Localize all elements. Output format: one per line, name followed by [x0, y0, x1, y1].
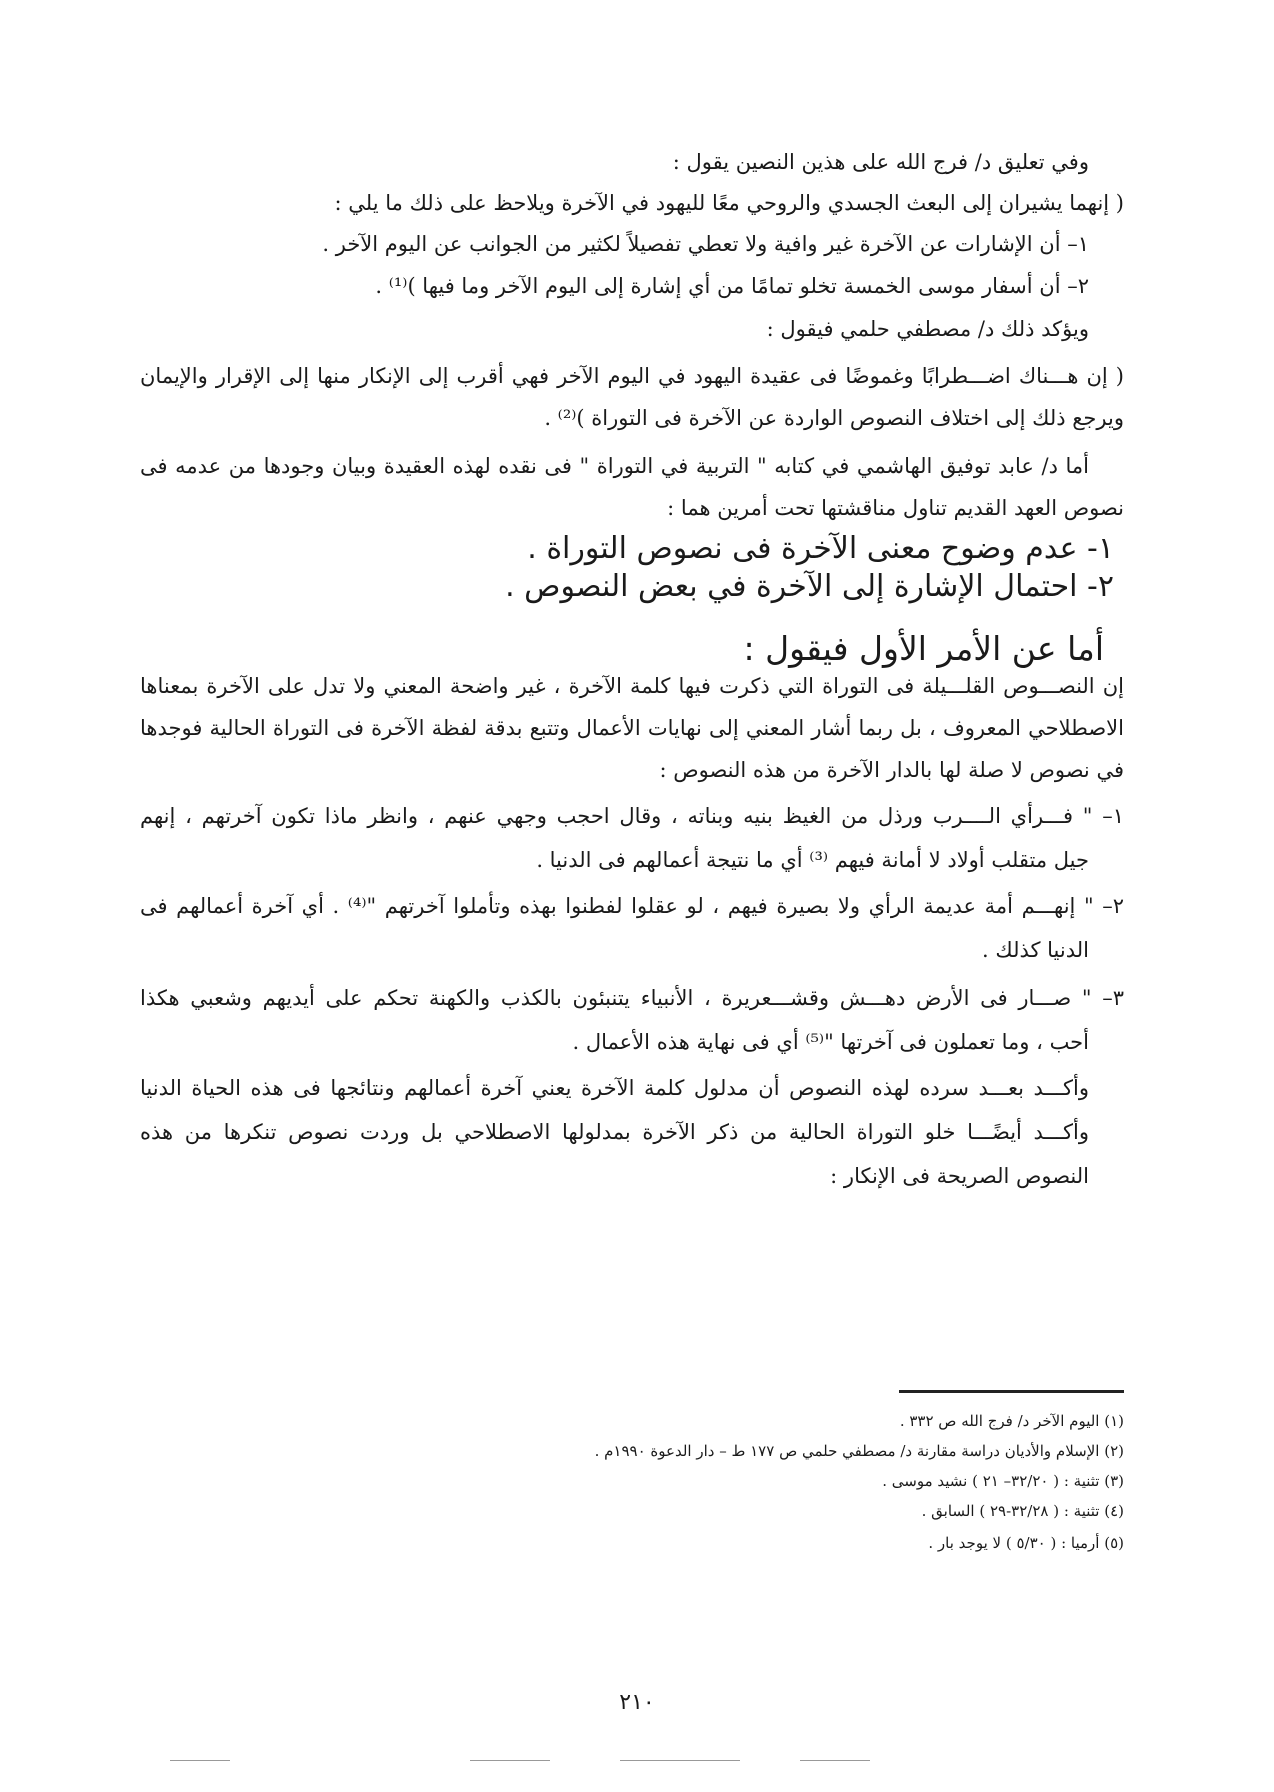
paragraph-line: إن النصـــوص القلـــيلة فى التوراة التي ذكرت فيها كلمة الآخرة ، غير واضحة المعني ولا تدل على الآخرة بمعناها [140, 674, 1124, 698]
scan-mark [800, 1760, 870, 1761]
section-heading: أما عن الأمر الأول فيقول : [743, 629, 1104, 668]
list-item: ٢– أن أسفار موسى الخمسة تخلو تمامًا من أي إشارة إلى اليوم الآخر وما فيها )⁽¹⁾ . [375, 274, 1089, 298]
point-heading: ٢- احتمال الإشارة إلى الآخرة في بعض النصوص . [505, 569, 1114, 604]
quote-item: الدنيا كذلك . [982, 938, 1089, 962]
footnote: (٣) تثنية : ( ٣٢/٢٠– ٢١ ) نشيد موسى . [882, 1472, 1124, 1490]
scan-mark [170, 1760, 230, 1761]
page-number: ٢١٠ [619, 1690, 655, 1715]
footnote: (٤) تثنية : ( ٣٢/٢٨-٢٩ ) السابق . [921, 1502, 1124, 1520]
scan-mark [470, 1760, 550, 1761]
paragraph-line: في نصوص لا صلة لها بالدار الآخرة من هذه النصوص : [659, 758, 1124, 782]
footnote: (١) اليوم الآخر د/ فرج الله ص ٣٣٢ . [899, 1412, 1124, 1430]
paragraph-line: أما د/ عابد توفيق الهاشمي في كتابه " التربية في التوراة " فى نقده لهذه العقيدة وبيان وجودها من عدمه فى [140, 454, 1089, 478]
paragraph-line: ( إنهما يشيران إلى البعث الجسدي والروحي معًا لليهود في الآخرة ويلاحظ على ذلك ما يلي : [334, 191, 1124, 215]
paragraph-line: ويؤكد ذلك د/ مصطفي حلمي فيقول : [766, 317, 1089, 341]
quote-item: ١– " فـــرأي الــــرب ورذل من الغيظ بنيه وبناته ، وقال احجب وجهي عنهم ، وانظر ماذا تكون آخرتهم ، إنهم [140, 804, 1124, 828]
list-item: ١– أن الإشارات عن الآخرة غير وافية ولا تعطي تفصيلاً لكثير من الجوانب عن اليوم الآخر . [322, 232, 1089, 256]
paragraph-line: ويرجع ذلك إلى اختلاف النصوص الواردة عن الآخرة فى التوراة )⁽²⁾ . [544, 406, 1124, 430]
paragraph-line: النصوص الصريحة فى الإنكار : [830, 1164, 1089, 1188]
point-heading: ١- عدم وضوح معنى الآخرة فى نصوص التوراة . [527, 531, 1114, 566]
footnote: (٥) أرميا : ( ٥/٣٠ ) لا يوجد بار . [928, 1534, 1124, 1552]
paragraph-line: وفي تعليق د/ فرج الله على هذين النصين يقول : [672, 150, 1089, 174]
footnote: (٢) الإسلام والأديان دراسة مقارنة د/ مصطفي حلمي ص ١٧٧ ط – دار الدعوة ١٩٩٠م . [594, 1442, 1124, 1460]
quote-item: أحب ، وما تعملون فى آخرتها "⁽⁵⁾ أي فى نهاية هذه الأعمال . [572, 1030, 1089, 1054]
paragraph-line: وأكـــد أيضًـــا خلو التوراة الحالية من ذكر الآخرة بمدلولها الاصطلاحي بل وردت نصوص تنكرها من هذه [140, 1120, 1089, 1144]
footnote-rule [899, 1390, 1124, 1393]
paragraph-line: نصوص العهد القديم تناول مناقشتها تحت أمرين هما : [667, 496, 1124, 520]
paragraph-line: ( إن هـــناك اضـــطرابًا وغموضًا فى عقيدة اليهود في اليوم الآخر فهي أقرب إلى الإنكار منها إلى الإقرار والإيمان [140, 364, 1124, 388]
quote-item: ٣– " صـــار فى الأرض دهـــش وقشـــعريرة ، الأنبياء يتنبئون بالكذب والكهنة تحكم على أيديهم وشعبي هكذا [140, 986, 1124, 1010]
paragraph-line: وأكـــد بعـــد سرده لهذه النصوص أن مدلول كلمة الآخرة يعني آخرة أعمالهم ونتائجها فى هذه الحياة الدنيا [140, 1076, 1089, 1100]
scan-mark [620, 1760, 740, 1761]
quote-item: جيل متقلب أولاد لا أمانة فيهم ⁽³⁾ أي ما نتيجة أعمالهم فى الدنيا . [536, 848, 1089, 872]
quote-item: ٢– " إنهـــم أمة عديمة الرأي ولا بصيرة فيهم ، لو عقلوا لفطنوا بهذه وتأملوا آخرتهم "⁽⁴⁾ . أي آخرة أعمالهم فى [140, 894, 1124, 918]
paragraph-line: الاصطلاحي المعروف ، بل ربما أشار المعني إلى نهايات الأعمال وتتبع بدقة لفظة الآخرة فى التوراة الحالية فوجدها [140, 716, 1124, 740]
